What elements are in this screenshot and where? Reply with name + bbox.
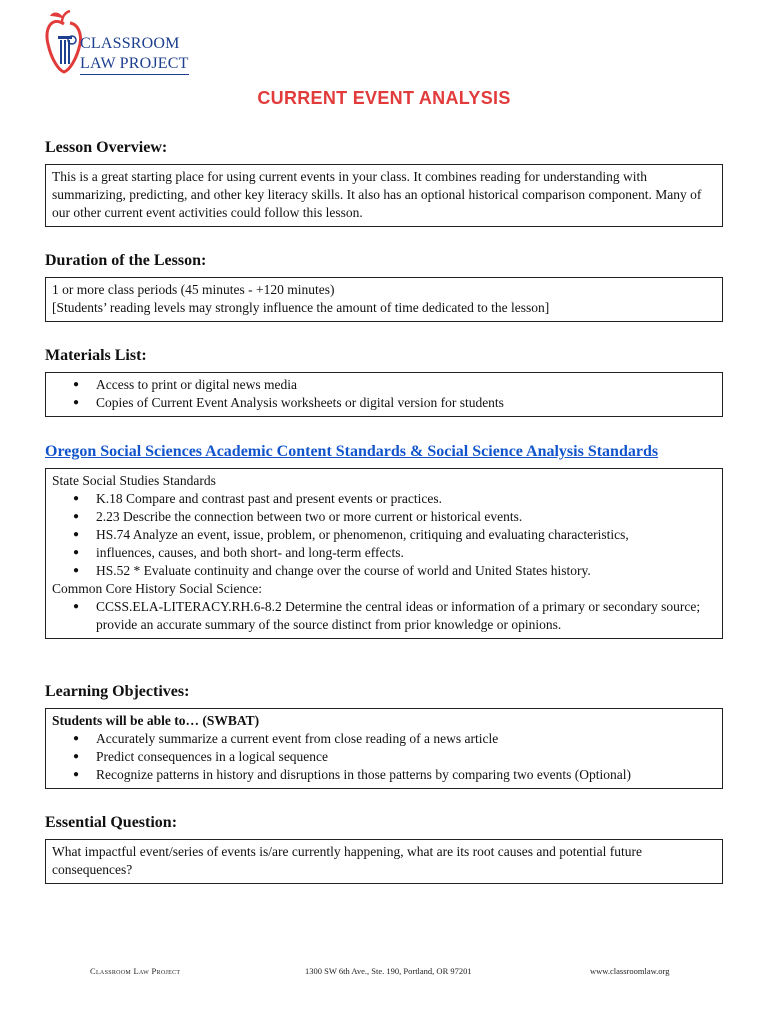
lesson-overview-heading: Lesson Overview: xyxy=(45,139,168,156)
materials-box xyxy=(45,372,723,417)
objectives-section xyxy=(45,682,723,789)
duration-line-1: 1 or more class periods (45 minutes - +120 minutes) xyxy=(52,282,335,297)
lesson-overview-text: This is a great starting place for using current events in your class. It combines reading for understanding with summarizing, predicting, and other key literacy skills. It also has an optional historical comparison component. Many of our other current event activities could follow this lesson. xyxy=(52,169,702,220)
logo-line-2: LAW PROJECT xyxy=(80,54,189,75)
logo-line-1: CLASSROOM xyxy=(80,35,180,52)
duration-box xyxy=(45,277,723,322)
list-item: ● HS.52 * Evaluate continuity and change over the course of world and United States history. xyxy=(96,562,716,580)
logo-text xyxy=(80,34,189,75)
materials-section xyxy=(45,346,723,417)
objectives-heading: Learning Objectives: xyxy=(45,683,190,700)
duration-line-2: [Students’ reading levels may strongly influence the amount of time dedicated to the lesson] xyxy=(52,300,550,315)
common-core-label: Common Core History Social Science: xyxy=(52,581,262,596)
duration-section xyxy=(45,251,723,322)
apple-column-icon xyxy=(44,10,84,78)
page-title: CURRENT EVENT ANALYSIS xyxy=(257,88,511,108)
list-item: ● influences, causes, and both short- and long-term effects. xyxy=(96,544,716,562)
lesson-overview-section xyxy=(45,138,723,227)
materials-list xyxy=(52,376,716,412)
objectives-list xyxy=(52,730,716,784)
list-item: ● HS.74 Analyze an event, issue, problem, or phenomenon, critiquing and evaluating characteristics, xyxy=(96,526,716,544)
footer-website[interactable]: www.classroomlaw.org xyxy=(590,966,670,976)
objectives-intro: Students will be able to… (SWBAT) xyxy=(52,713,260,728)
common-core-list xyxy=(52,598,716,634)
standards-section xyxy=(45,442,723,639)
standards-box xyxy=(45,468,723,639)
list-item: ● Predict consequences in a logical sequence xyxy=(96,748,716,766)
footer-address: 1300 SW 6th Ave., Ste. 190, Portland, OR 97201 xyxy=(305,966,472,976)
lesson-overview-box xyxy=(45,164,723,227)
list-item: ● Access to print or digital news media xyxy=(96,376,716,394)
essential-question-box xyxy=(45,839,723,884)
classroom-law-project-logo xyxy=(44,10,214,82)
list-item: ● Accurately summarize a current event from close reading of a news article xyxy=(96,730,716,748)
objectives-box xyxy=(45,708,723,789)
essential-question-section xyxy=(45,813,723,884)
footer-org: Classroom Law Project xyxy=(90,966,181,976)
materials-heading: Materials List: xyxy=(45,347,147,364)
list-item: ● Copies of Current Event Analysis worksheets or digital version for students xyxy=(96,394,716,412)
standards-link[interactable]: Oregon Social Sciences Academic Content Standards & Social Science Analysis Standards xyxy=(45,443,659,460)
state-standards-list xyxy=(52,490,716,580)
state-standards-label: State Social Studies Standards xyxy=(52,473,216,488)
essential-question-heading: Essential Question: xyxy=(45,814,178,831)
list-item: ● K.18 Compare and contrast past and present events or practices. xyxy=(96,490,716,508)
duration-heading: Duration of the Lesson: xyxy=(45,252,207,269)
list-item: ● Recognize patterns in history and disruptions in those patterns by comparing two events (Optional) xyxy=(96,766,716,784)
list-item: ● CCSS.ELA-LITERACY.RH.6-8.2 Determine the central ideas or information of a primary or secondary source; provide an accurate summary of the source distinct from prior knowledge or opinions. xyxy=(96,598,716,634)
essential-question-text: What impactful event/series of events is/are currently happening, what are its root causes and potential future consequences? xyxy=(52,844,643,877)
list-item: ● 2.23 Describe the connection between two or more current or historical events. xyxy=(96,508,716,526)
